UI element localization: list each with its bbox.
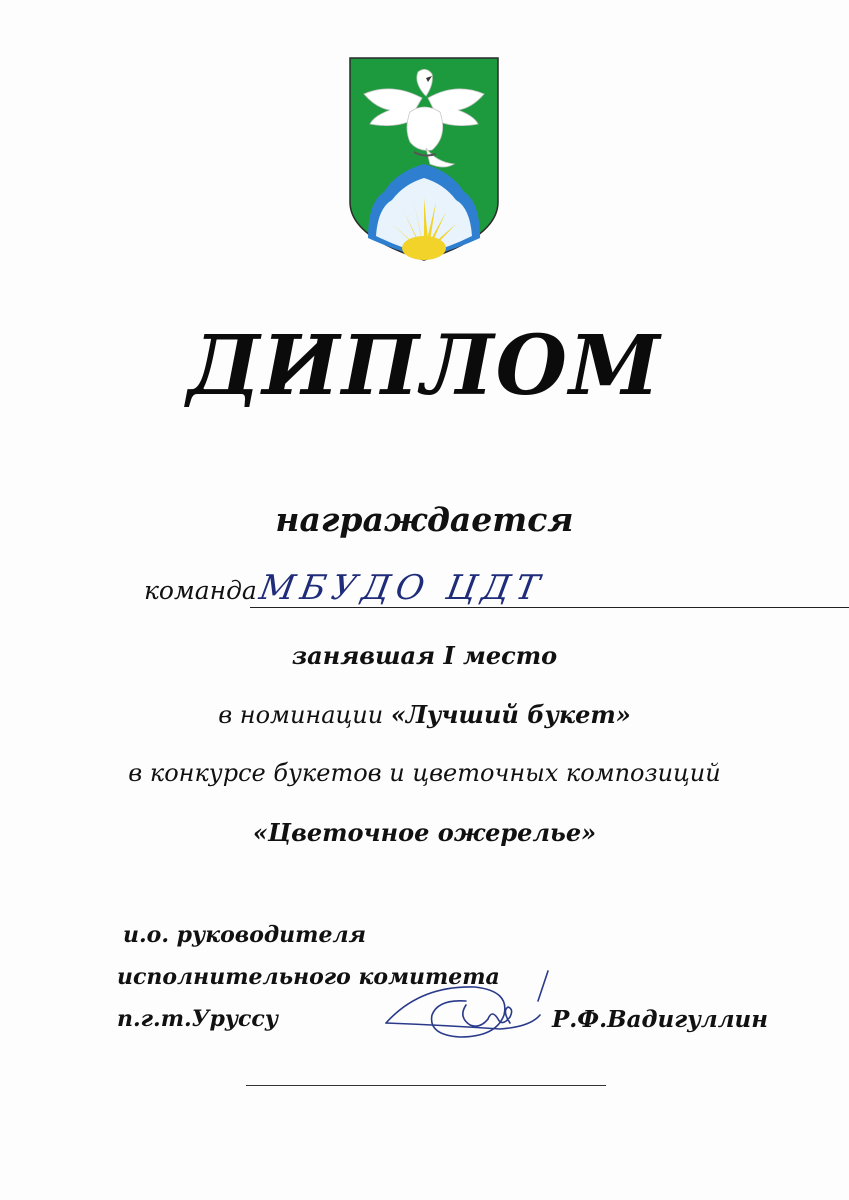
- team-underline: [250, 607, 849, 608]
- signer-name: Р.Ф.Вадигуллин: [552, 1006, 769, 1033]
- contest-name: «Цветочное ожерелье»: [252, 818, 597, 847]
- handwritten-signature: [380, 965, 560, 1050]
- nomination-line: [0, 700, 849, 729]
- diploma-title: ДИПЛОМ: [187, 318, 662, 414]
- signer-title-line3: п.г.т.Уруссу: [117, 1006, 278, 1032]
- nomination-name: «Лучший букет»: [390, 700, 631, 729]
- team-label: команда: [144, 576, 257, 605]
- awarded-text: награждается: [275, 500, 574, 539]
- contest-text: в конкурсе букетов и цветочных композиций: [128, 759, 721, 787]
- place-text: занявшая I место: [291, 641, 558, 670]
- signer-title-line2: исполнительного комитета: [117, 964, 500, 990]
- bottom-rule: [246, 1085, 606, 1086]
- signer-title-line1: и.о. руководителя: [123, 922, 367, 948]
- nomination-prefix: в номинации: [218, 701, 391, 729]
- team-row: [140, 570, 730, 614]
- team-name-handwritten: МБУДО ЦДТ: [256, 568, 549, 608]
- coat-of-arms-icon: [344, 52, 504, 267]
